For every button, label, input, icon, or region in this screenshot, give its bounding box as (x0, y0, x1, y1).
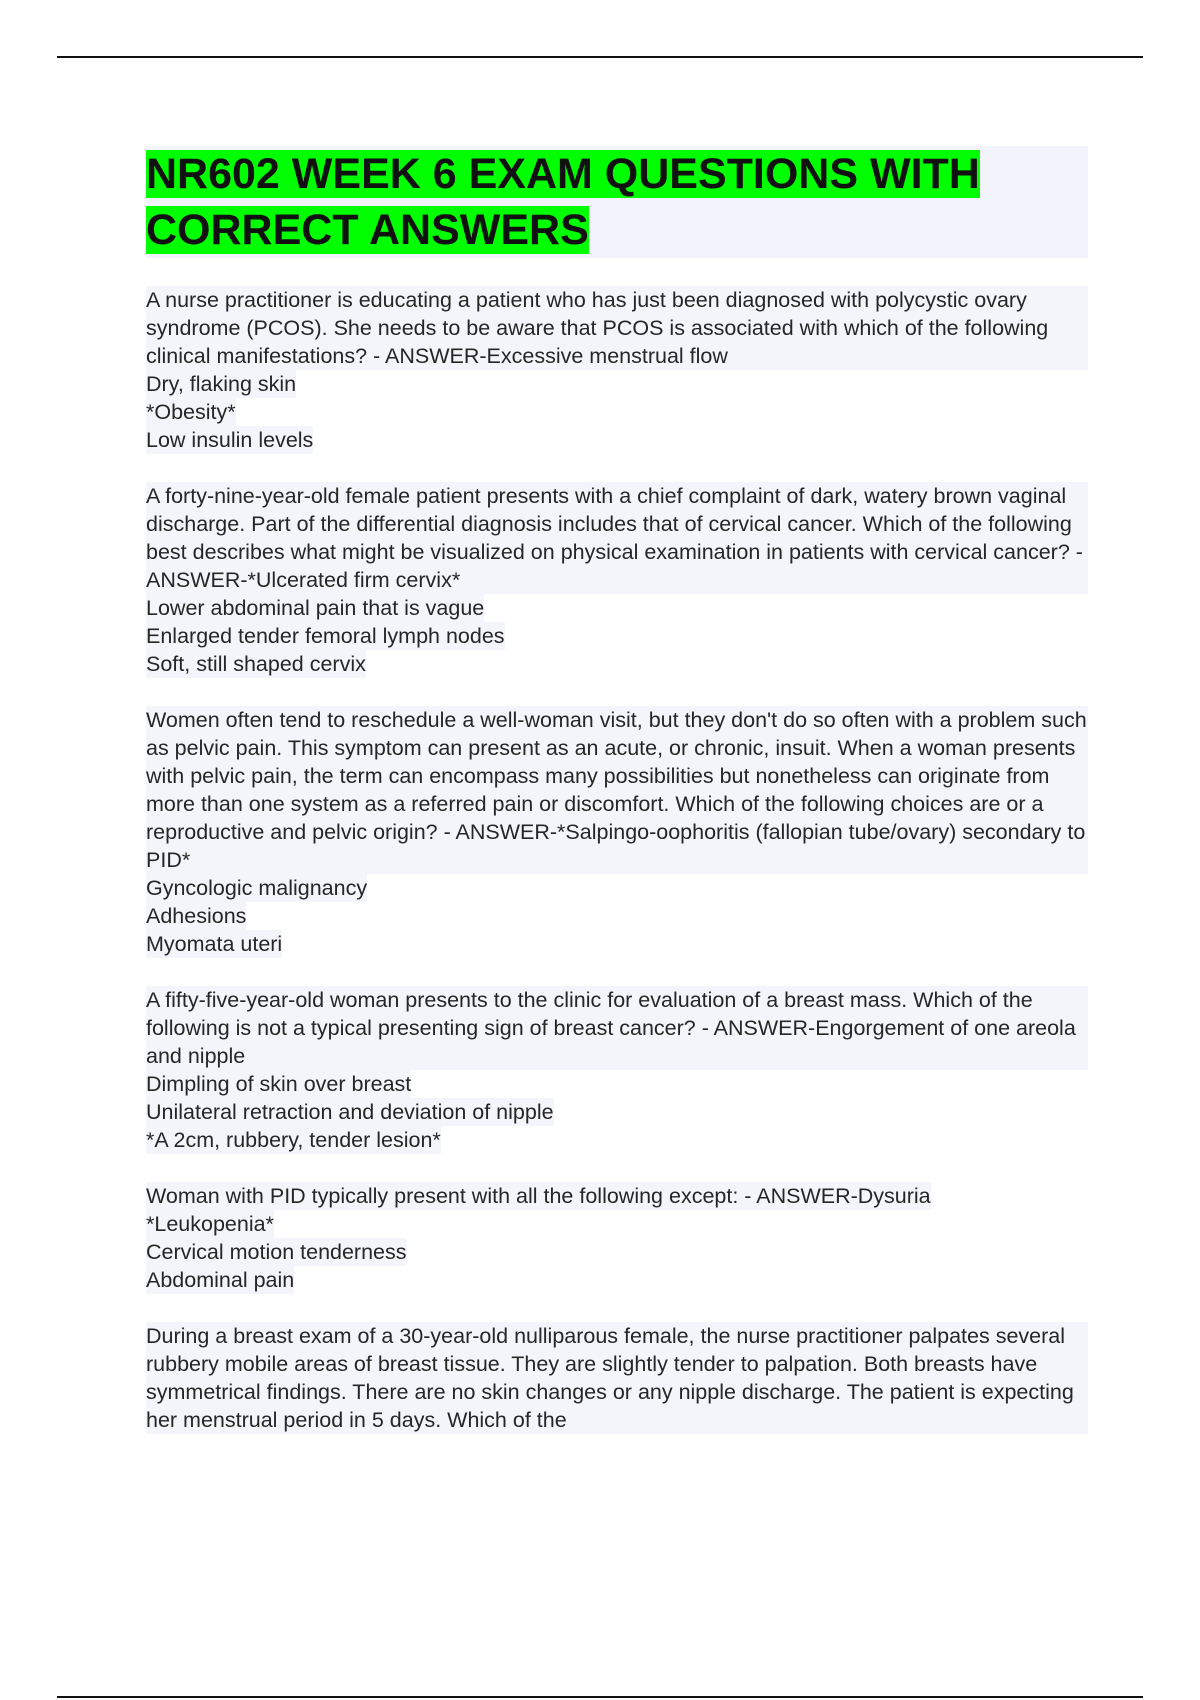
answer-option: Gyncologic malignancy (146, 876, 368, 900)
answer-option: Cervical motion tenderness (146, 1240, 407, 1264)
answer-option: Unilateral retraction and deviation of nipple (146, 1100, 554, 1124)
document-title (146, 146, 1088, 258)
answer-option: Dry, flaking skin (146, 372, 297, 396)
question-text: Women often tend to reschedule a well-woman visit, but they don't do so often with a problem such as pelvic pain. This symptom can present as an acute, or chronic, insuit. When a woman presents with pelvic pain, the term can encompass many possibilities but nonetheless can originate from more than one system as a referred pain or discomfort. Which of the following choices are or a reproductive and pelvic origin? - ANSWER-*Salpingo-oophoritis (fallopian tube/ovary) secondary to PID* (146, 708, 1087, 872)
question-text: A fifty-five-year-old woman presents to the clinic for evaluation of a breast mass. Which of the following is not a typical presenting sign of breast cancer? - ANSWER-Engorgement of one areola and nipple (146, 986, 1088, 1070)
answer-option: Enlarged tender femoral lymph nodes (146, 624, 505, 648)
answer-option: Adhesions (146, 904, 247, 928)
answer-option: Abdominal pain (146, 1268, 295, 1292)
question-block (146, 482, 1088, 678)
answer-option: Myomata uteri (146, 932, 283, 956)
answer-option: Soft, still shaped cervix (146, 652, 366, 676)
question-text: Woman with PID typically present with all the following except: - ANSWER-Dysuria (146, 1184, 931, 1208)
answer-option: *Leukopenia* (146, 1212, 274, 1236)
title-block (146, 146, 1088, 258)
question-text: A forty-nine-year-old female patient presents with a chief complaint of dark, watery brown vaginal discharge. Part of the differential diagnosis includes that of cervical cancer. Which of the following best describes what might be visualized on physical examination in patients with cervical cancer? - ANSWER-*Ulcerated firm cervix* (146, 482, 1088, 594)
answer-option: Dimpling of skin over breast (146, 1072, 412, 1096)
question-block (146, 706, 1088, 958)
question-text: A nurse practitioner is educating a patient who has just been diagnosed with polycystic ovary syndrome (PCOS). She needs to be aware that PCOS is associated with which of the following clinical manifestations? - ANSWER-Excessive menstrual flow (146, 286, 1088, 370)
answer-option: *Obesity* (146, 400, 236, 424)
question-text: During a breast exam of a 30-year-old nulliparous female, the nurse practitioner palpates several rubbery mobile areas of breast tissue. They are slightly tender to palpation. Both breasts have symmetrical findings. There are no skin changes or any nipple discharge. The patient is expecting her menstrual period in 5 days. Which of the (146, 1322, 1088, 1434)
question-block (146, 1322, 1088, 1434)
answer-option: *A 2cm, rubbery, tender lesion* (146, 1128, 441, 1152)
document-page (146, 146, 1088, 1434)
header-rule (57, 56, 1143, 58)
question-block (146, 986, 1088, 1154)
title-line-1: NR602 WEEK 6 EXAM QUESTIONS WITH (146, 150, 980, 198)
answer-option: Low insulin levels (146, 428, 314, 452)
footer-rule (57, 1696, 1143, 1698)
title-line-2: CORRECT ANSWERS (146, 206, 589, 254)
question-block (146, 286, 1088, 454)
answer-option: Lower abdominal pain that is vague (146, 596, 485, 620)
question-block (146, 1182, 1088, 1294)
